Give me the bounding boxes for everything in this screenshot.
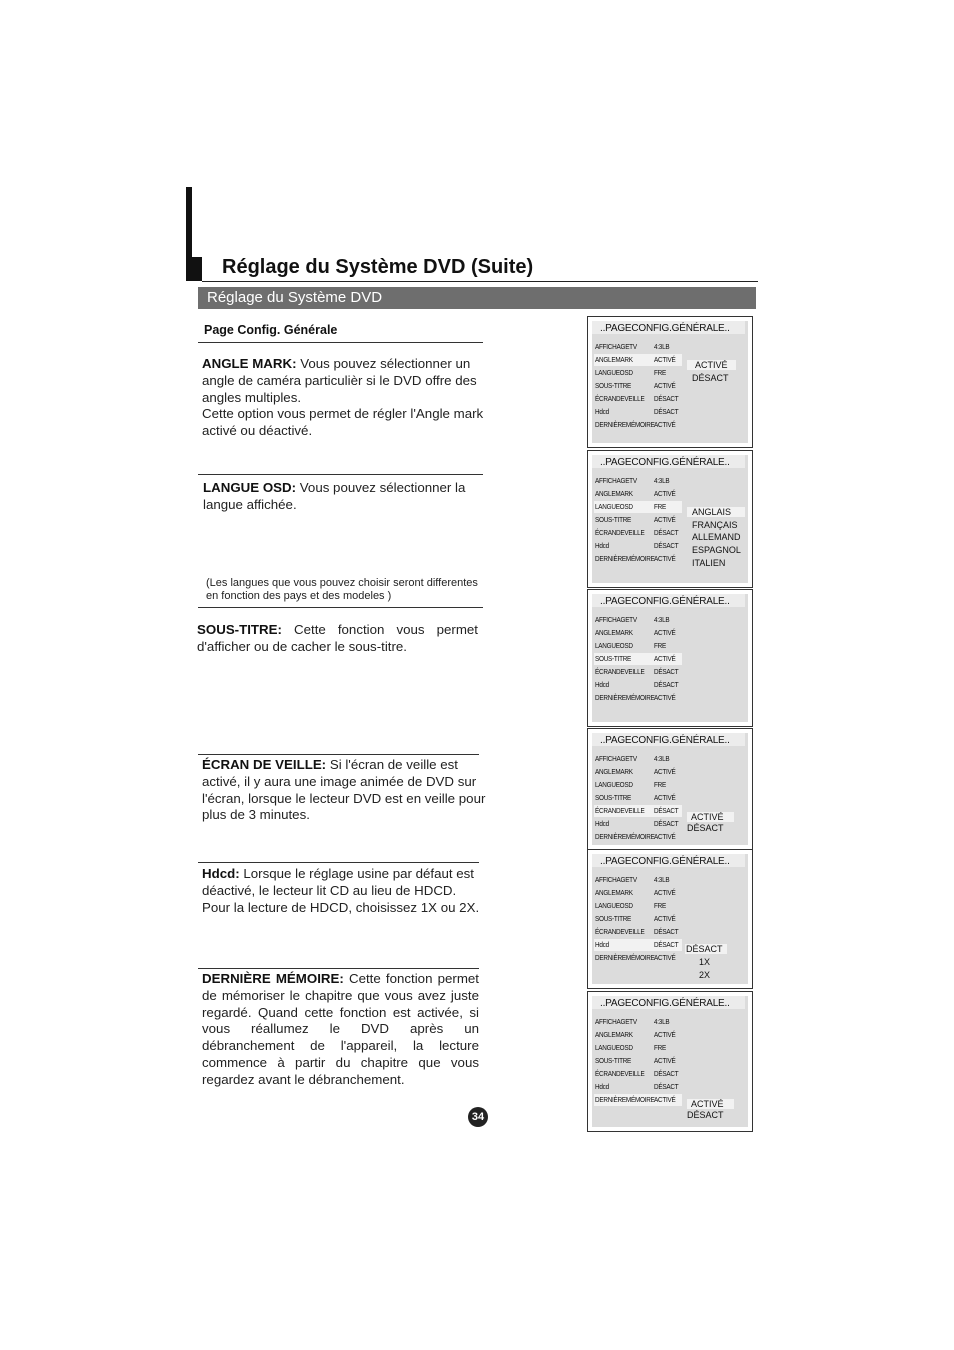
option-desact[interactable]: DÉSACT [685, 944, 727, 954]
menu-row-value: DÉSACT [654, 667, 679, 676]
menu-row[interactable] [594, 367, 682, 379]
menu-row-value: ACTIVÉ [654, 515, 676, 524]
menu-row-value: FRE [654, 502, 666, 511]
menu-row[interactable] [594, 766, 682, 778]
menu-row-value: 4:3LB [654, 476, 670, 485]
section-bar [198, 287, 756, 309]
menu-row-label: ANGLEMARK [595, 767, 633, 776]
menu-row-label: LANGUEOSD [595, 368, 633, 377]
menu-row[interactable] [594, 653, 682, 665]
menu-row[interactable] [594, 1042, 682, 1054]
page-title: Réglage du Système DVD (Suite) [222, 256, 534, 278]
menu-row-label: Hdcd [595, 541, 609, 550]
menu-row-label: SOUS-TITRE [595, 914, 632, 923]
menu-row-value: DÉSACT [654, 541, 679, 550]
menu-row-label: DERNIÈREMÉMOIRE [595, 693, 655, 702]
menu-row-value: ACTIVÉ [654, 693, 676, 702]
menu-row[interactable] [594, 792, 682, 804]
menu-row-label: LANGUEOSD [595, 780, 633, 789]
menu-row[interactable] [594, 1094, 682, 1106]
menu-row-label: ÉCRANDEVEILLE [595, 1069, 645, 1078]
menu-row-value: DÉSACT [654, 528, 679, 537]
menu-row[interactable] [594, 831, 682, 843]
menu-row-label: ANGLEMARK [595, 355, 633, 364]
page-number-badge: 34 [468, 1107, 488, 1127]
menu-row[interactable] [594, 419, 682, 431]
menu-row-value: ACTIVÉ [654, 793, 676, 802]
menu-row-value: ACTIVÉ [654, 1056, 676, 1065]
langue-osd-description: LANGUE OSD: Vous pouvez sélectionner la langue affichée. [203, 480, 466, 512]
menu-row-label: Hdcd [595, 940, 609, 949]
menu-row-label: AFFICHAGETV [595, 342, 637, 351]
menu-row-label: ÉCRANDEVEILLE [595, 394, 645, 403]
derniere-memoire-description: DERNIÈRE MÉMOIRE: Cette fonction permet de mémoriser le chapitre que vous avez juste regardé. Quand cette fonction est activée, si vous réallumez le DVD après un débranchement de l'appareil, la lecture commence à partir du chapitre que vous regardez avant le débranchement. [202, 971, 479, 1087]
menu-row-value: FRE [654, 780, 666, 789]
menu-screen-ecran-veille [587, 728, 753, 850]
menu-row[interactable] [594, 380, 682, 392]
menu-row-value: DÉSACT [654, 927, 679, 936]
menu-row-value: 4:3LB [654, 342, 670, 351]
option-active[interactable]: ACTIVÉ [687, 1099, 734, 1109]
menu-row[interactable] [594, 805, 682, 817]
menu-row[interactable] [594, 1016, 682, 1028]
menu-row-label: LANGUEOSD [595, 502, 633, 511]
derniere-memoire-term: DERNIÈRE MÉMOIRE: [202, 971, 344, 986]
ecran-veille-description: ÉCRAN DE VEILLE: Si l'écran de veille est activé, il y aura une image animée de DVD sur l'écran, lorsque le lecteur DVD est en veille pour plus de 3 minutes. [202, 757, 486, 823]
menu-row[interactable] [594, 887, 682, 899]
menu-row-label: DERNIÈREMÉMOIRE [595, 832, 655, 841]
menu-row[interactable] [594, 488, 682, 500]
menu-row-value: FRE [654, 901, 666, 910]
menu-row-label: ÉCRANDEVEILLE [595, 927, 645, 936]
menu-row-value: ACTIVÉ [654, 355, 676, 364]
menu-row-value: ACTIVÉ [654, 654, 676, 663]
menu-row-label: DERNIÈREMÉMOIRE [595, 420, 655, 429]
menu-row-label: SOUS-TITRE [595, 381, 632, 390]
menu-row-label: Hdcd [595, 680, 609, 689]
menu-row-value: ACTIVÉ [654, 832, 676, 841]
option-2x[interactable]: 2X [699, 970, 711, 980]
menu-row[interactable] [594, 501, 682, 513]
menu-row-value: FRE [654, 1043, 666, 1052]
divider [198, 754, 479, 755]
menu-row-value: FRE [654, 641, 666, 650]
menu-row[interactable] [594, 540, 682, 552]
menu-header: ..PAGECONFIG.GÉNÉRALE.. [600, 323, 730, 334]
menu-row-label: AFFICHAGETV [595, 1017, 637, 1026]
menu-row-label: ANGLEMARK [595, 489, 633, 498]
menu-row-value: ACTIVÉ [654, 628, 676, 637]
menu-row[interactable] [594, 779, 682, 791]
menu-row[interactable] [594, 406, 682, 418]
menu-row-value: ACTIVÉ [654, 767, 676, 776]
menu-row-label: DERNIÈREMÉMOIRE [595, 953, 655, 962]
menu-row[interactable] [594, 341, 682, 353]
menu-row-value: DÉSACT [654, 1082, 679, 1091]
divider [198, 474, 483, 475]
menu-row[interactable] [594, 527, 682, 539]
menu-row-label: LANGUEOSD [595, 641, 633, 650]
menu-row[interactable] [594, 354, 682, 366]
menu-screen-sous-titre [587, 589, 753, 727]
divider [198, 968, 479, 969]
menu-row[interactable] [594, 1029, 682, 1041]
menu-row-value: ACTIVÉ [654, 1095, 676, 1104]
menu-row-value: ACTIVÉ [654, 381, 676, 390]
menu-row-value: ACTIVÉ [654, 554, 676, 563]
menu-row[interactable] [594, 614, 682, 626]
menu-row-value: DÉSACT [654, 394, 679, 403]
menu-row-value: DÉSACT [654, 940, 679, 949]
sous-titre-term: SOUS-TITRE: [197, 622, 282, 637]
menu-row-value: DÉSACT [654, 819, 679, 828]
menu-row-label: SOUS-TITRE [595, 1056, 632, 1065]
menu-row[interactable] [594, 874, 682, 886]
option-anglais[interactable]: ANGLAIS [687, 507, 745, 517]
option-espagnol[interactable]: ESPAGNOL [692, 545, 741, 555]
hdcd-description: Hdcd: Lorsque le réglage usine par défaut est déactivé, le lecteur lit CD au lieu de HDCD. Pour la lecture de HDCD, choisissez 1X ou 2X. [202, 866, 480, 915]
menu-row-label: Hdcd [595, 407, 609, 416]
menu-row-value: ACTIVÉ [654, 914, 676, 923]
menu-row-value: DÉSACT [654, 806, 679, 815]
title-accent-block [186, 257, 202, 281]
angle-mark-description: ANGLE MARK: Vous pouvez sélectionner un angle de caméra particulièr si le DVD offre des angles multiples. Cette option vous permet de régler l'Angle mark activé ou déactivé. [202, 356, 484, 439]
menu-row-value: ACTIVÉ [654, 1030, 676, 1039]
option-desact[interactable]: DÉSACT [687, 1110, 724, 1120]
menu-row[interactable] [594, 627, 682, 639]
menu-row[interactable] [594, 666, 682, 678]
menu-row-label: LANGUEOSD [595, 901, 633, 910]
menu-row[interactable] [594, 393, 682, 405]
menu-header: ..PAGECONFIG.GÉNÉRALE.. [600, 998, 730, 1009]
menu-row[interactable] [594, 900, 682, 912]
menu-row[interactable] [594, 952, 682, 964]
menu-row-label: ANGLEMARK [595, 1030, 633, 1039]
divider [198, 607, 483, 608]
option-desact[interactable]: DÉSACT [687, 823, 724, 833]
divider [198, 342, 483, 343]
menu-row-value: ACTIVÉ [654, 888, 676, 897]
option-1x[interactable]: 1X [699, 957, 711, 967]
menu-screen-derniere-memoire [587, 991, 753, 1132]
menu-row-label: AFFICHAGETV [595, 754, 637, 763]
menu-row[interactable] [594, 692, 682, 704]
option-italien[interactable]: ITALIEN [692, 558, 726, 568]
menu-header: ..PAGECONFIG.GÉNÉRALE.. [600, 596, 730, 607]
menu-row-value: DÉSACT [654, 1069, 679, 1078]
menu-row-label: ÉCRANDEVEILLE [595, 667, 645, 676]
menu-row-label: AFFICHAGETV [595, 615, 637, 624]
menu-row-label: ANGLEMARK [595, 888, 633, 897]
menu-row[interactable] [594, 553, 682, 565]
menu-row-value: DÉSACT [654, 680, 679, 689]
option-allemand[interactable]: ALLEMAND [692, 532, 741, 542]
menu-row-label: SOUS-TITRE [595, 793, 632, 802]
section-title: Réglage du Système DVD [207, 289, 383, 306]
menu-row[interactable] [594, 679, 682, 691]
menu-row-value: 4:3LB [654, 615, 670, 624]
menu-row-label: ÉCRANDEVEILLE [595, 528, 645, 537]
sous-titre-description: SOUS-TITRE: Cette fonction vous permet d'afficher ou de cacher le sous-titre. [197, 622, 478, 654]
menu-row-label: AFFICHAGETV [595, 476, 637, 485]
menu-row-label: SOUS-TITRE [595, 654, 632, 663]
langue-osd-term: LANGUE OSD: [203, 480, 297, 495]
menu-row-label: Hdcd [595, 1082, 609, 1091]
menu-row[interactable] [594, 818, 682, 830]
menu-row-value: ACTIVÉ [654, 953, 676, 962]
menu-row[interactable] [594, 753, 682, 765]
menu-row-value: 4:3LB [654, 754, 670, 763]
menu-row-value: ACTIVÉ [654, 420, 676, 429]
menu-row-label: ÉCRANDEVEILLE [595, 806, 645, 815]
option-francais[interactable]: FRANÇAIS [692, 520, 738, 530]
menu-screen-langue-osd [587, 450, 753, 588]
menu-row[interactable] [594, 1081, 682, 1093]
menu-row-value: 4:3LB [654, 1017, 670, 1026]
ecran-veille-term: ÉCRAN DE VEILLE: [202, 757, 327, 772]
menu-row[interactable] [594, 1068, 682, 1080]
option-desact[interactable]: DÉSACT [692, 373, 729, 383]
menu-row-value: FRE [654, 368, 666, 377]
title-underline [202, 281, 758, 282]
menu-row-label: Hdcd [595, 819, 609, 828]
menu-row[interactable] [594, 939, 682, 951]
menu-row-value: ACTIVÉ [654, 489, 676, 498]
sub-heading: Page Config. Générale [204, 323, 338, 337]
menu-row-label: SOUS-TITRE [595, 515, 632, 524]
menu-row-label: ANGLEMARK [595, 628, 633, 637]
menu-row-label: LANGUEOSD [595, 1043, 633, 1052]
menu-row[interactable] [594, 1055, 682, 1067]
menu-screen-hdcd [587, 849, 753, 989]
menu-row-value: 4:3LB [654, 875, 670, 884]
language-note: (Les langues que vous pouvez choisir seront differentes en fonction des pays et des modeles ) [206, 577, 478, 602]
menu-row[interactable] [594, 640, 682, 652]
menu-row[interactable] [594, 514, 682, 526]
menu-screen-angle-mark [587, 316, 753, 448]
hdcd-term: Hdcd: [202, 866, 240, 881]
menu-header: ..PAGECONFIG.GÉNÉRALE.. [600, 856, 730, 867]
menu-row[interactable] [594, 475, 682, 487]
menu-row-label: DERNIÈREMÉMOIRE [595, 1095, 655, 1104]
option-active[interactable]: ACTIVÉ [687, 360, 736, 370]
menu-row-value: DÉSACT [654, 407, 679, 416]
menu-header: ..PAGECONFIG.GÉNÉRALE.. [600, 457, 730, 468]
menu-row-label: DERNIÈREMÉMOIRE [595, 554, 655, 563]
menu-header: ..PAGECONFIG.GÉNÉRALE.. [600, 735, 730, 746]
menu-row[interactable] [594, 913, 682, 925]
menu-row[interactable] [594, 926, 682, 938]
menu-row-label: AFFICHAGETV [595, 875, 637, 884]
angle-mark-term: ANGLE MARK: [202, 356, 297, 371]
option-active[interactable]: ACTIVÉ [687, 812, 734, 822]
divider [198, 862, 479, 863]
